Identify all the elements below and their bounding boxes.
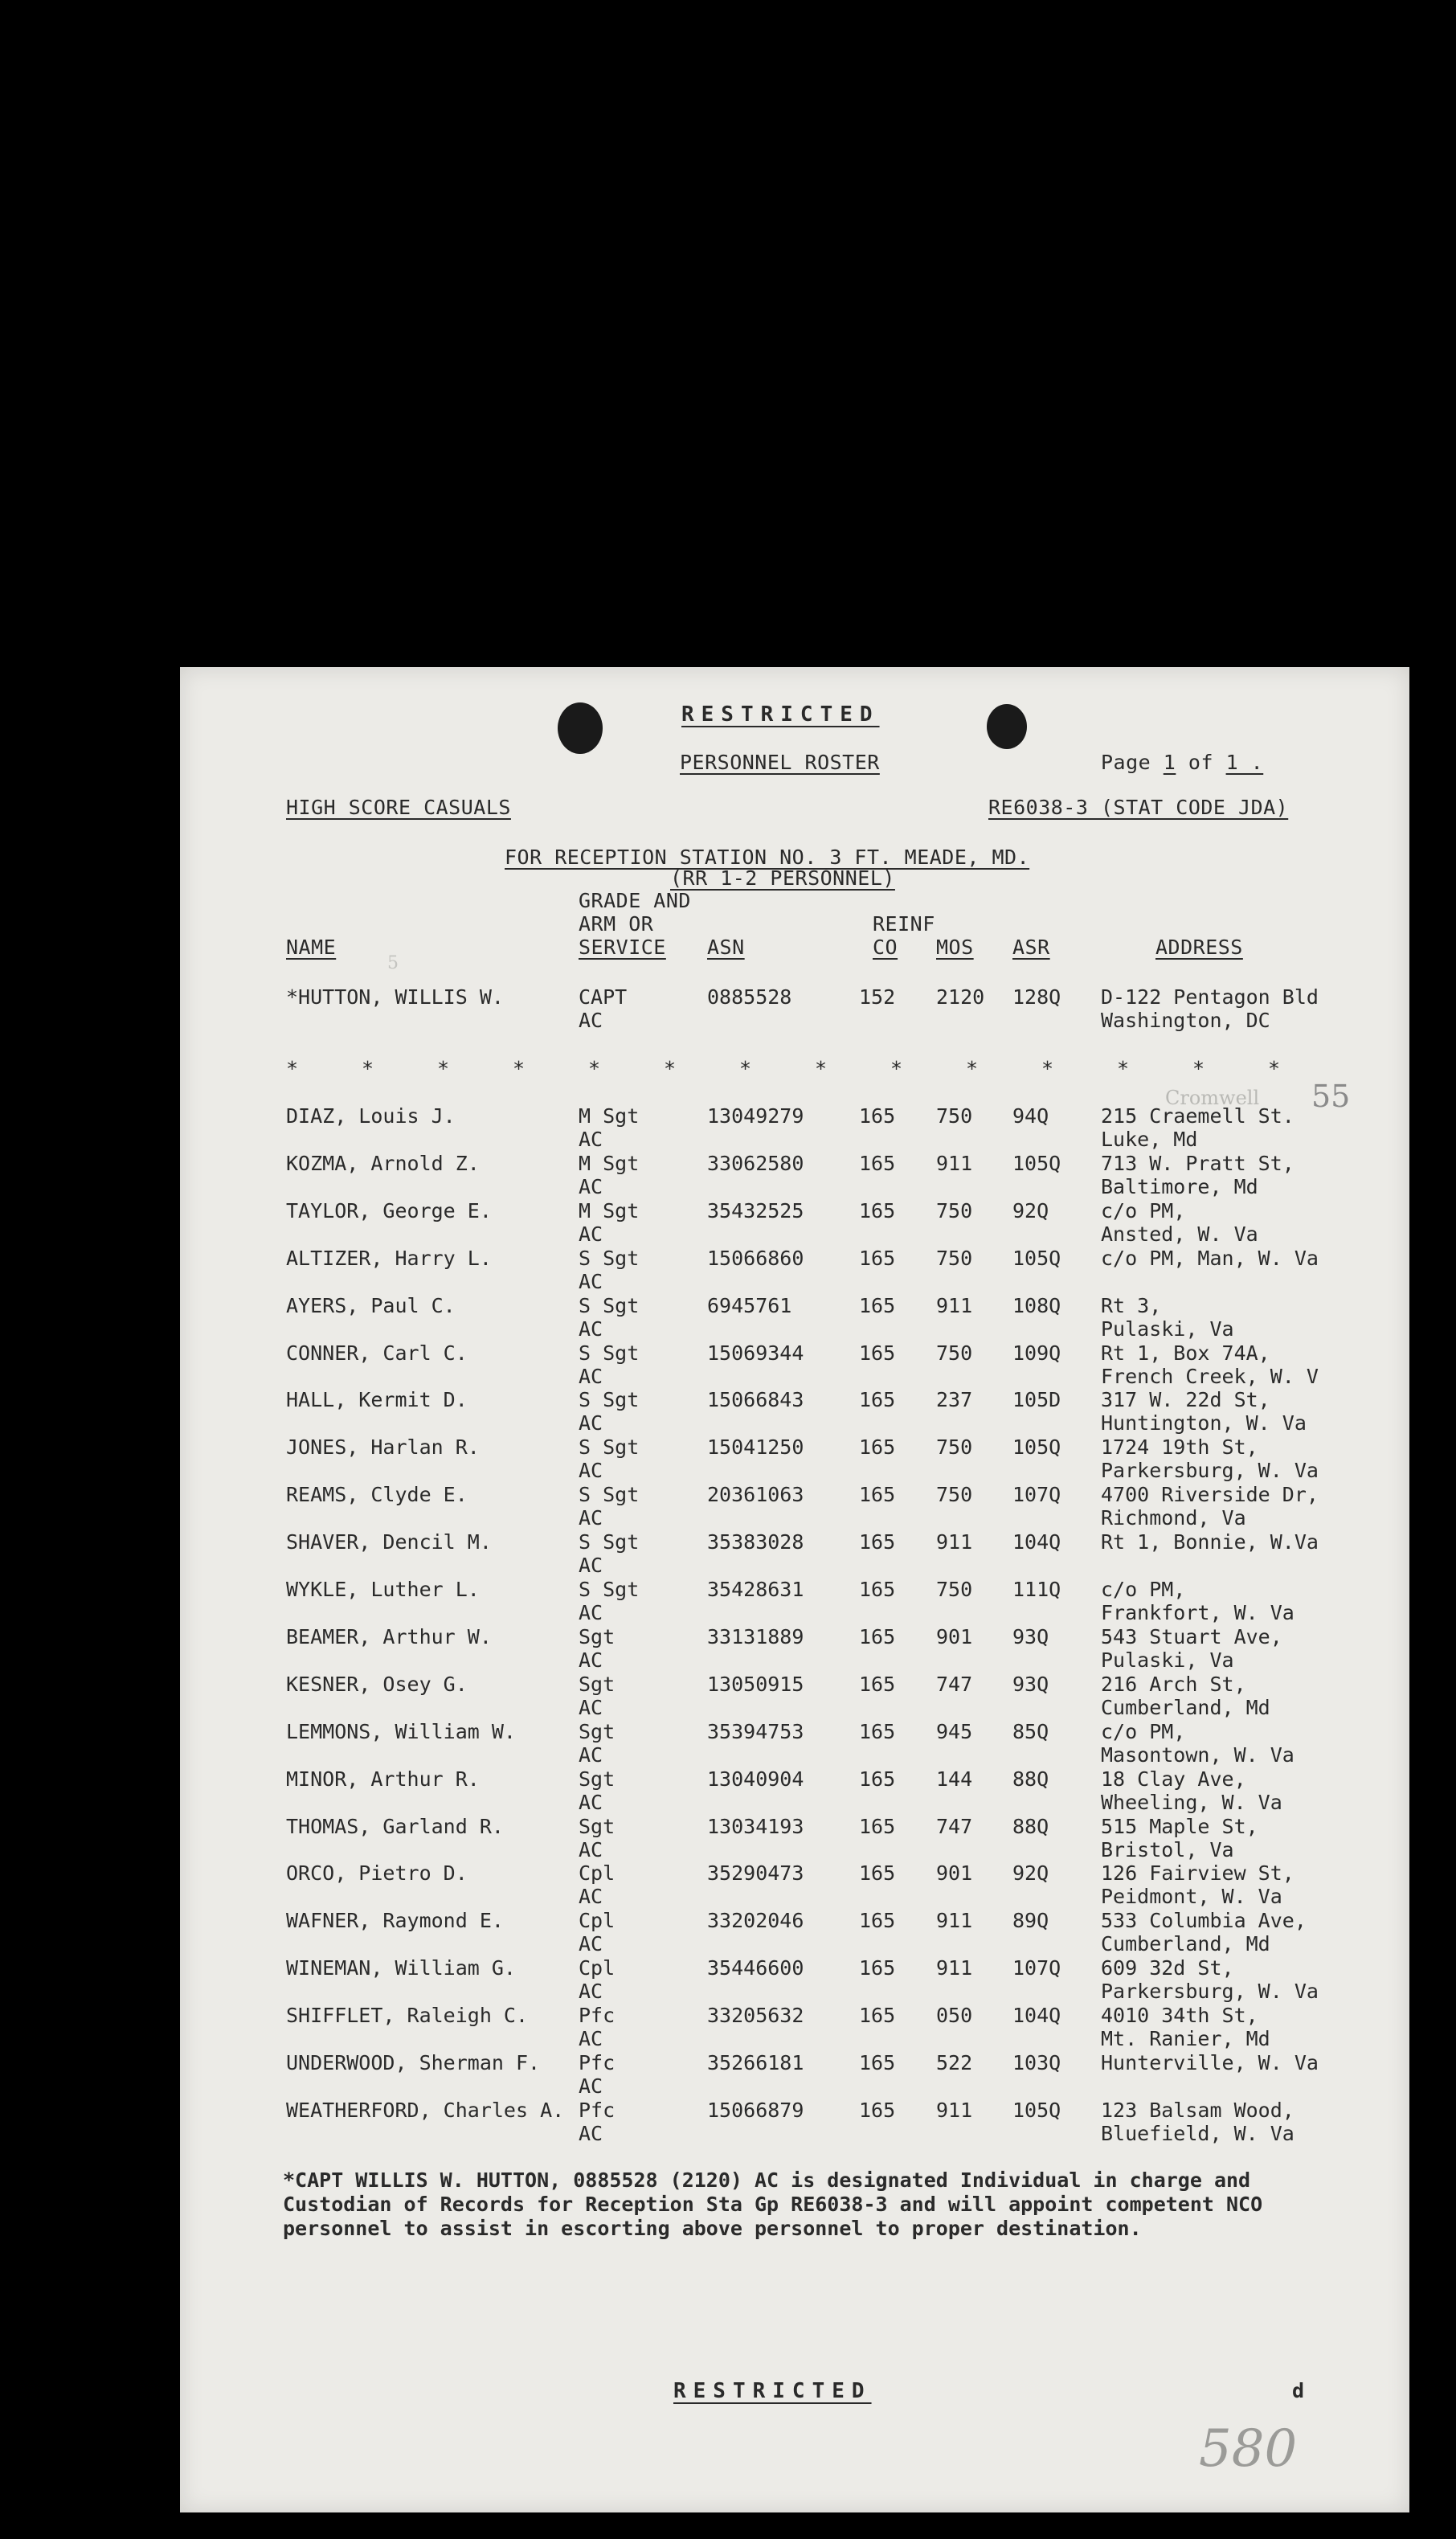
row-service: AC — [579, 1128, 603, 1151]
row-grade: S Sgt — [579, 1246, 640, 1270]
table-row — [180, 2051, 1409, 2098]
row-mos: 522 — [936, 2051, 973, 2074]
row-asr: 85Q — [1012, 1719, 1049, 1743]
row-co: 165 — [859, 1624, 896, 1648]
footer-letter: d — [1292, 2379, 1305, 2402]
table-row — [180, 1720, 1409, 1767]
col-header-grade-1: GRADE AND — [579, 889, 691, 912]
row-asn: 13034193 — [707, 1814, 804, 1838]
note-line-3: personnel to assist in escorting above personnel to proper destination. — [283, 2217, 1142, 2240]
row-address-2: Ansted, W. Va — [1101, 1222, 1258, 1246]
row-grade: Sgt — [579, 1672, 616, 1696]
row-address-2: Mt. Ranier, Md — [1101, 2027, 1270, 2051]
row-asr: 89Q — [1012, 1909, 1049, 1933]
row-name: HALL, Kermit D. — [286, 1388, 468, 1412]
row-asn: 35446600 — [707, 1956, 804, 1980]
row-name: ORCO, Pietro D. — [286, 1861, 468, 1886]
row-mos: 144 — [936, 1767, 973, 1791]
row-grade: S Sgt — [579, 1341, 640, 1365]
col-header-grade-3: SERVICE — [579, 936, 666, 959]
row-asn: 15041250 — [707, 1435, 804, 1460]
row-address-1: Rt 1, Bonnie, W.Va — [1101, 1530, 1319, 1554]
row-address-2: Luke, Md — [1101, 1128, 1198, 1151]
row-name: ALTIZER, Harry L. — [286, 1246, 492, 1270]
row-co: 165 — [859, 1435, 896, 1460]
row-address-2: Huntington, W. Va — [1101, 1411, 1307, 1435]
row-grade: Sgt — [579, 1624, 616, 1648]
row-address-1: 515 Maple St, — [1101, 1814, 1258, 1838]
row-address-1: 543 Stuart Ave, — [1101, 1624, 1282, 1648]
row-mos: 750 — [936, 1198, 973, 1222]
row-mos: 747 — [936, 1672, 973, 1696]
row-service: AC — [579, 1317, 603, 1341]
row-service: AC — [579, 1980, 603, 2004]
row-co: 165 — [859, 1530, 896, 1554]
officer-asn: 0885528 — [707, 985, 792, 1009]
row-grade: Pfc — [579, 2004, 616, 2028]
table-row — [180, 1815, 1409, 1861]
table-row — [180, 1530, 1409, 1577]
row-service: AC — [579, 2121, 603, 2145]
roster-group: HIGH SCORE CASUALS — [286, 796, 511, 819]
table-row — [180, 1483, 1409, 1530]
row-name: LEMMONS, William W. — [286, 1719, 516, 1743]
row-address-2: Bluefield, W. Va — [1101, 2121, 1294, 2145]
row-co: 165 — [859, 1341, 896, 1365]
row-co: 165 — [859, 2051, 896, 2074]
row-address-2: Peidmont, W. Va — [1101, 1885, 1282, 1909]
row-address-2: Wheeling, W. Va — [1101, 1790, 1282, 1814]
row-name: THOMAS, Garland R. — [286, 1814, 504, 1838]
row-asn: 15066843 — [707, 1388, 804, 1412]
punch-hole-right — [987, 704, 1027, 749]
row-grade: S Sgt — [579, 1435, 640, 1460]
officer-co: 152 — [859, 985, 896, 1009]
row-address-1: c/o PM, — [1101, 1719, 1186, 1743]
table-row — [180, 1909, 1409, 1955]
row-asn: 35428631 — [707, 1578, 804, 1601]
row-grade: S Sgt — [579, 1483, 640, 1507]
row-address-1: 533 Columbia Ave, — [1101, 1909, 1307, 1933]
row-asn: 33062580 — [707, 1151, 804, 1175]
officer-mos: 2120 — [936, 985, 985, 1009]
row-grade: M Sgt — [579, 1104, 640, 1128]
table-row — [180, 1767, 1409, 1814]
row-address-1: Hunterville, W. Va — [1101, 2051, 1319, 2074]
row-mos: 911 — [936, 1151, 973, 1175]
row-mos: 911 — [936, 1530, 973, 1554]
row-name: WINEMAN, William G. — [286, 1956, 516, 1980]
col-header-co: CO — [873, 936, 898, 959]
page-number: 1 — [1163, 751, 1176, 774]
page-total: 1 . — [1225, 751, 1264, 774]
row-mos: 945 — [936, 1719, 973, 1743]
row-mos: 901 — [936, 1624, 973, 1648]
row-address-1: c/o PM, — [1101, 1198, 1186, 1222]
row-asr: 105Q — [1012, 1435, 1061, 1460]
row-address-1: 713 W. Pratt St, — [1101, 1151, 1294, 1175]
row-service: AC — [579, 1411, 603, 1435]
row-asr: 109Q — [1012, 1341, 1061, 1365]
row-service: AC — [579, 1695, 603, 1719]
row-asn: 35383028 — [707, 1530, 804, 1554]
roster-title: PERSONNEL ROSTER — [680, 751, 880, 774]
row-service: AC — [579, 1554, 603, 1578]
row-service: AC — [579, 1174, 603, 1198]
note-line-2: Custodian of Records for Reception Sta Gp RE6038-3 and will appoint competent NCO — [283, 2193, 1263, 2216]
table-row — [180, 2099, 1409, 2145]
col-header-grade-2: ARM OR — [579, 912, 654, 936]
row-mos: 050 — [936, 2004, 973, 2028]
row-co: 165 — [859, 1483, 896, 1507]
row-co: 165 — [859, 1151, 896, 1175]
roster-code: RE6038-3 (STAT CODE JDA) — [988, 796, 1289, 819]
row-service: AC — [579, 2074, 603, 2098]
faint-mark: 5 — [387, 953, 399, 973]
page-of-label: of — [1188, 751, 1214, 774]
row-name: REAMS, Clyde E. — [286, 1483, 468, 1507]
row-mos: 237 — [936, 1388, 973, 1412]
row-asr: 93Q — [1012, 1672, 1049, 1696]
officer-row — [180, 985, 1409, 1032]
row-address-2: Bristol, Va — [1101, 1837, 1234, 1861]
punch-hole-left — [558, 702, 603, 754]
row-mos: 750 — [936, 1341, 973, 1365]
row-service: AC — [579, 2027, 603, 2051]
row-name: JONES, Harlan R. — [286, 1435, 480, 1460]
row-asn: 20361063 — [707, 1483, 804, 1507]
row-address-2: Richmond, Va — [1101, 1506, 1246, 1530]
row-address-1: c/o PM, — [1101, 1578, 1186, 1601]
row-service: AC — [579, 1222, 603, 1246]
row-asr: 105Q — [1012, 1151, 1061, 1175]
row-mos: 911 — [936, 1293, 973, 1317]
row-address-2: Cumberland, Md — [1101, 1932, 1270, 1956]
row-address-1: 126 Fairview St, — [1101, 1861, 1294, 1886]
row-grade: Pfc — [579, 2098, 616, 2122]
row-mos: 750 — [936, 1104, 973, 1128]
row-co: 165 — [859, 1719, 896, 1743]
row-address-1: Rt 3, — [1101, 1293, 1162, 1317]
row-asr: 104Q — [1012, 1530, 1061, 1554]
table-row — [180, 1294, 1409, 1341]
row-asn: 35266181 — [707, 2051, 804, 2074]
row-co: 165 — [859, 1861, 896, 1886]
table-row — [180, 1673, 1409, 1719]
row-grade: M Sgt — [579, 1198, 640, 1222]
row-name: BEAMER, Arthur W. — [286, 1624, 492, 1648]
row-address-2: Cumberland, Md — [1101, 1695, 1270, 1719]
row-asn: 15066860 — [707, 1246, 804, 1270]
row-address-2: Masontown, W. Va — [1101, 1742, 1294, 1767]
row-address-1: 4010 34th St, — [1101, 2004, 1258, 2028]
row-address-1: Rt 1, Box 74A, — [1101, 1341, 1270, 1365]
row-asn: 13040904 — [707, 1767, 804, 1791]
row-grade: Cpl — [579, 1956, 616, 1980]
row-service: AC — [579, 1269, 603, 1293]
destination-line: FOR RECEPTION STATION NO. 3 FT. MEADE, MD. — [505, 846, 1030, 869]
row-asn: 13049279 — [707, 1104, 804, 1128]
handwritten-number-55: 55 — [1311, 1079, 1351, 1114]
row-mos: 911 — [936, 2098, 973, 2122]
table-row — [180, 1152, 1409, 1198]
officer-grade: CAPT — [579, 985, 628, 1009]
officer-asr: 128Q — [1012, 985, 1061, 1009]
row-mos: 901 — [936, 1861, 973, 1886]
row-mos: 911 — [936, 1909, 973, 1933]
row-asr: 105D — [1012, 1388, 1061, 1412]
row-mos: 911 — [936, 1956, 973, 1980]
row-asr: 92Q — [1012, 1861, 1049, 1886]
row-mos: 747 — [936, 1814, 973, 1838]
row-service: AC — [579, 1459, 603, 1483]
personnel-type: (RR 1-2 PERSONNEL) — [670, 866, 895, 890]
row-co: 165 — [859, 1767, 896, 1791]
row-service: AC — [579, 1648, 603, 1672]
table-row — [180, 1625, 1409, 1672]
row-grade: Cpl — [579, 1909, 616, 1933]
row-grade: Sgt — [579, 1767, 616, 1791]
row-co: 165 — [859, 1956, 896, 1980]
row-asn: 15069344 — [707, 1341, 804, 1365]
row-asr: 92Q — [1012, 1198, 1049, 1222]
row-asr: 107Q — [1012, 1483, 1061, 1507]
row-co: 165 — [859, 1388, 896, 1412]
row-name: KESNER, Osey G. — [286, 1672, 468, 1696]
table-row — [180, 1861, 1409, 1908]
row-service: AC — [579, 1790, 603, 1814]
row-asn: 33202046 — [707, 1909, 804, 1933]
officer-service: AC — [579, 1009, 603, 1032]
row-grade: Cpl — [579, 1861, 616, 1886]
row-co: 165 — [859, 1672, 896, 1696]
row-name: SHAVER, Dencil M. — [286, 1530, 492, 1554]
row-co: 165 — [859, 1198, 896, 1222]
col-header-asn: ASN — [707, 936, 745, 959]
row-grade: S Sgt — [579, 1388, 640, 1412]
row-asn: 33205632 — [707, 2004, 804, 2028]
row-co: 165 — [859, 1814, 896, 1838]
col-header-address: ADDRESS — [1155, 936, 1243, 959]
row-address-1: 215 Craemell St. — [1101, 1104, 1294, 1128]
row-asr: 93Q — [1012, 1624, 1049, 1648]
row-name: SHIFFLET, Raleigh C. — [286, 2004, 529, 2028]
row-grade: Sgt — [579, 1814, 616, 1838]
row-mos: 750 — [936, 1435, 973, 1460]
row-asr: 105Q — [1012, 1246, 1061, 1270]
row-co: 165 — [859, 1293, 896, 1317]
row-service: AC — [579, 1601, 603, 1624]
row-asr: 105Q — [1012, 2098, 1061, 2122]
row-mos: 750 — [936, 1246, 973, 1270]
row-address-1: 18 Clay Ave, — [1101, 1767, 1246, 1791]
classification-footer: RESTRICTED — [673, 2379, 872, 2403]
row-grade: Sgt — [579, 1719, 616, 1743]
table-row — [180, 2004, 1409, 2050]
row-address-2: Baltimore, Md — [1101, 1174, 1258, 1198]
handwritten-correction: Cromwell — [1165, 1087, 1260, 1109]
row-service: AC — [579, 1837, 603, 1861]
row-name: WEATHERFORD, Charles A. — [286, 2098, 565, 2122]
row-co: 165 — [859, 1104, 896, 1128]
row-service: AC — [579, 1742, 603, 1767]
row-address-2: Pulaski, Va — [1101, 1648, 1234, 1672]
row-address-2: Frankfort, W. Va — [1101, 1601, 1294, 1624]
row-service: AC — [579, 1885, 603, 1909]
handwritten-page-number: 580 — [1199, 2419, 1298, 2479]
row-service: AC — [579, 1506, 603, 1530]
row-name: WYKLE, Luther L. — [286, 1578, 480, 1601]
page-label: Page — [1101, 751, 1151, 774]
row-asn: 6945761 — [707, 1293, 792, 1317]
row-address-1: c/o PM, Man, W. Va — [1101, 1246, 1319, 1270]
row-co: 165 — [859, 1909, 896, 1933]
row-service: AC — [579, 1932, 603, 1956]
row-address-1: 216 Arch St, — [1101, 1672, 1246, 1696]
row-address-2: Parkersburg, W. Va — [1101, 1980, 1319, 2004]
row-asr: 103Q — [1012, 2051, 1061, 2074]
row-asn: 35432525 — [707, 1198, 804, 1222]
table-row — [180, 1247, 1409, 1293]
table-row — [180, 1199, 1409, 1246]
table-row — [180, 1341, 1409, 1388]
page-indicator — [1101, 751, 1263, 774]
row-address-2: Pulaski, Va — [1101, 1317, 1234, 1341]
row-asr: 88Q — [1012, 1767, 1049, 1791]
col-header-name: NAME — [286, 936, 337, 959]
row-asr: 88Q — [1012, 1814, 1049, 1838]
table-row — [180, 1435, 1409, 1482]
row-grade: M Sgt — [579, 1151, 640, 1175]
col-header-mos: MOS — [936, 936, 974, 959]
col-header-asr: ASR — [1012, 936, 1050, 959]
officer-name: *HUTTON, WILLIS W. — [286, 985, 504, 1009]
officer-address-1: D-122 Pentagon Bld — [1101, 985, 1319, 1009]
row-co: 165 — [859, 2098, 896, 2122]
row-grade: S Sgt — [579, 1530, 640, 1554]
row-asr: 104Q — [1012, 2004, 1061, 2028]
row-asn: 13050915 — [707, 1672, 804, 1696]
note-line-1: *CAPT WILLIS W. HUTTON, 0885528 (2120) AC is designated Individual in charge and — [283, 2168, 1251, 2192]
table-row — [180, 1956, 1409, 2003]
row-grade: S Sgt — [579, 1293, 640, 1317]
row-address-1: 609 32d St, — [1101, 1956, 1234, 1980]
row-asr: 111Q — [1012, 1578, 1061, 1601]
table-row — [180, 1388, 1409, 1435]
row-name: WAFNER, Raymond E. — [286, 1909, 504, 1933]
row-co: 165 — [859, 1578, 896, 1601]
row-address-2: Parkersburg, W. Va — [1101, 1459, 1319, 1483]
row-address-1: 317 W. 22d St, — [1101, 1388, 1270, 1412]
classification-header: RESTRICTED — [681, 702, 880, 727]
row-name: CONNER, Carl C. — [286, 1341, 468, 1365]
row-address-1: 123 Balsam Wood, — [1101, 2098, 1294, 2122]
row-co: 165 — [859, 2004, 896, 2028]
col-header-reinf: REINF — [873, 912, 935, 936]
row-address-1: 1724 19th St, — [1101, 1435, 1258, 1460]
row-asn: 15066879 — [707, 2098, 804, 2122]
row-asn: 35394753 — [707, 1719, 804, 1743]
table-row — [180, 1104, 1409, 1151]
row-address-2: French Creek, W. V — [1101, 1364, 1319, 1388]
row-asr: 107Q — [1012, 1956, 1061, 1980]
row-name: MINOR, Arthur R. — [286, 1767, 480, 1791]
row-grade: Pfc — [579, 2051, 616, 2074]
officer-address-2: Washington, DC — [1101, 1009, 1270, 1032]
row-name: KOZMA, Arnold Z. — [286, 1151, 480, 1175]
row-name: DIAZ, Louis J. — [286, 1104, 456, 1128]
row-grade: S Sgt — [579, 1578, 640, 1601]
row-mos: 750 — [936, 1483, 973, 1507]
row-address-1: 4700 Riverside Dr, — [1101, 1483, 1319, 1507]
custodian-note — [283, 2168, 1262, 2241]
row-name: TAYLOR, George E. — [286, 1198, 492, 1222]
row-mos: 750 — [936, 1578, 973, 1601]
row-name: AYERS, Paul C. — [286, 1293, 456, 1317]
table-row — [180, 1578, 1409, 1624]
row-service: AC — [579, 1364, 603, 1388]
row-co: 165 — [859, 1246, 896, 1270]
document-page: RESTRICTED PERSONNEL ROSTER Page 1 of 1 . HIGH SCORE CASUALS RE6038-3 (STAT CODE JDA) FOR RECEPTION STATION NO. 3 FT. MEADE, MD. (RR 1-2 PERSONNEL) GRADE AND ARM OR SERVICE NAME ASN REINF CO MOS ASR ADDRESS *HUTTON, WILLIS W. CAPT AC 0885528 152 2120 128Q D-122 Pentagon Bld Washington, DC * * * * * * * * * * * * * * Cromwell 55 5 DIAZ, Louis J. M Sgt AC 13049279 165 750 94Q 215 Craemell St. Luke, Md KOZMA, Arnold Z. M Sgt AC 33062580 165 911 105Q 713 W. Pratt St, Baltimore, Md TAYLOR, George E. M Sgt AC 35432525 165 750 92Q c/o PM, Ansted, W. Va ALTIZER, Harry L. S Sgt AC 15066860 165 750 105Q c/o PM, Man, W. Va AYERS, Paul C. S Sgt AC 6945761 165 911 108Q Rt 3, Pulaski, Va CONNER, Carl C. S Sgt AC 15069344 165 750 109Q Rt 1, Box 74A, French Creek, W. V HALL, Kermit D. S Sgt AC 15066843 165 237 105D 317 W. 22d St, Huntington, W. Va JONES, Harlan R. S Sgt AC 15041250 165 750 105Q 1724 19th St, Parkersburg, W. Va REAMS, Clyde E. S Sgt AC 20361063 165 750 107Q 4700 Riverside Dr, Richmond, Va SHAVER, Dencil M. S Sgt AC 35383028 165 911 104Q Rt 1, Bonnie, W.Va WYKLE, Luther L. S Sgt AC 35428631 165 750 111Q c/o PM, Frankfort, W. Va BEAMER, Arthur W. Sgt AC 33131889 165 901 93Q 543 Stuart Ave, Pulaski, Va KESNER, Osey G. Sgt AC 13050915 165 747 93Q 216 Arch St, Cumberland, Md LEMMONS, William W. Sgt AC 35394753 165 945 85Q c/o PM, Masontown, W. Va MINOR, Arthur R. Sgt AC 13040904 165 144 88Q 18 Clay Ave, Wheeling, W. Va THOMAS, Garland R. Sgt AC 13034193 165 747 88Q 515 Maple St, Bristol, Va ORCO, Pietro D. Cpl AC 35290473 165 901 92Q 126 Fairview St, Peidmont, W. Va WAFNER, Raymond E. Cpl AC 33202046 165 911 89Q 533 Columbia Ave, Cumberland, Md WINEMAN, William G. Cpl AC 35446600 165 911 107Q 609 32d St, Parkersburg, W. Va SHIFFLET, Raleigh C. Pfc AC 33205632 165 050 104Q 4010 34th St, Mt. Ranier, Md UNDERWOOD, Sherman F. Pfc AC 35266181 165 522 103Q Hunterville, W. Va WEATHERFORD, Charles A. Pfc AC 15066879 165 911 105Q 123 Balsam Wood, Bluefield, W. Va *CAPT WILLIS W. HUTTON, 0885528 (2120) AC is designated Individual in charge and Custodian of Records for Reception Sta Gp RE6038-3 and will appoint competent NCO personnel to assist in escorting above personnel to proper destination. RESTRICTED d 580 — [180, 667, 1409, 2512]
row-name: UNDERWOOD, Sherman F. — [286, 2051, 541, 2074]
row-asr: 108Q — [1012, 1293, 1061, 1317]
row-asn: 33131889 — [707, 1624, 804, 1648]
row-asr: 94Q — [1012, 1104, 1049, 1128]
row-asn: 35290473 — [707, 1861, 804, 1886]
